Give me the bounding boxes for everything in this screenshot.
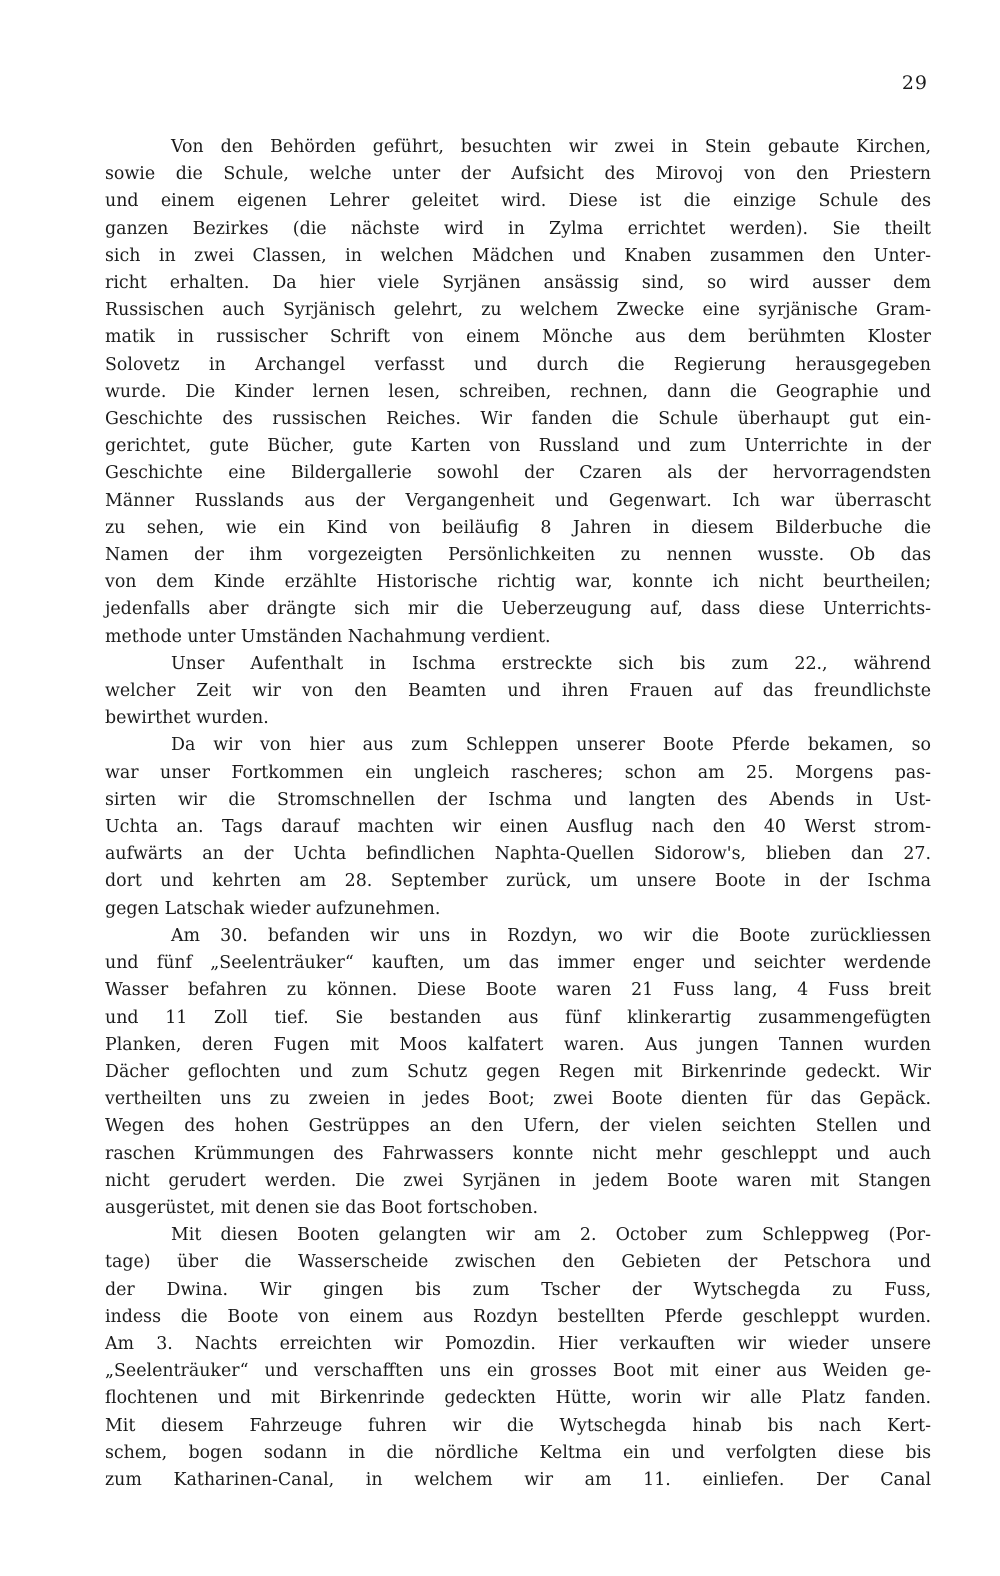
paragraph (105, 1222, 931, 1494)
text-line: Geschichte eine Bildergallerie sowohl der Czaren als der hervorragendsten (105, 463, 931, 484)
paragraph (105, 651, 931, 733)
text-line: der Dwina. Wir gingen bis zum Tscher der Wytschegda zu Fuss, (105, 1279, 931, 1300)
text-line: Männer Russlands aus der Vergangenheit und Gegenwart. Ich war überrascht (105, 490, 931, 511)
text-line: jedenfalls aber drängte sich mir die Ueberzeugung auf, dass diese Unterrichts- (105, 599, 931, 620)
text-line: Wasser befahren zu können. Diese Boote waren 21 Fuss lang, 4 Fuss breit (105, 980, 931, 1001)
text-line: bewirthet wurden. (105, 708, 269, 729)
text-line: tage) über die Wasserscheide zwischen den Gebieten der Petschora und (105, 1252, 931, 1273)
text-line: und fünf „Seelenträuker“ kauften, um das immer enger und seichter werdende (105, 953, 931, 974)
text-line: von dem Kinde erzählte Historische richtig war, konnte ich nicht beurtheilen; (105, 572, 931, 593)
text-line: nicht gerudert werden. Die zwei Syrjänen in jedem Boote waren mit Stangen (105, 1170, 931, 1191)
text-line: vertheilten uns zu zweien in jedes Boot; zwei Boote dienten für das Gepäck. (105, 1089, 931, 1110)
paragraph (105, 134, 931, 651)
text-line: sirten wir die Stromschnellen der Ischma und langten des Abends in Ust- (105, 789, 931, 810)
text-line: und 11 Zoll tief. Sie bestanden aus fünf klinkerartig zusammengefügten (105, 1007, 931, 1028)
paragraph (105, 732, 931, 922)
text-line: ganzen Bezirkes (die nächste wird in Zylma errichtet werden). Sie theilt (105, 218, 931, 239)
paragraph (105, 923, 931, 1222)
text-line: ausgerüstet, mit denen sie das Boot fortschoben. (105, 1197, 539, 1218)
text-line: dort und kehrten am 28. September zurück, um unsere Boote in der Ischma (105, 871, 931, 892)
text-line: richt erhalten. Da hier viele Syrjänen ansässig sind, so wird ausser dem (105, 273, 931, 294)
text-line: gerichtet, gute Bücher, gute Karten von Russland und zum Unterrichte in der (105, 436, 931, 457)
text-line: Namen der ihm vorgezeigten Persönlichkeiten zu nennen wusste. Ob das (105, 545, 931, 566)
text-line: raschen Krümmungen des Fahrwassers konnte nicht mehr geschleppt und auch (105, 1143, 931, 1164)
body-text (105, 134, 931, 1494)
text-line: Mit diesem Fahrzeuge fuhren wir die Wytschegda hinab bis nach Kert- (105, 1415, 931, 1436)
text-line: Uchta an. Tags darauf machten wir einen Ausflug nach den 40 Werst strom- (105, 817, 931, 838)
text-line: Solovetz in Archangel verfasst und durch die Regierung herausgegeben (105, 354, 931, 375)
text-line: welcher Zeit wir von den Beamten und ihren Frauen auf das freundlichste (105, 681, 931, 702)
text-line: sich in zwei Classen, in welchen Mädchen und Knaben zusammen den Unter- (105, 245, 931, 266)
text-line: „Seelenträuker“ und verschafften uns ein grosses Boot mit einer aus Weiden ge- (105, 1361, 931, 1382)
text-line: aufwärts an der Uchta befindlichen Naphta-Quellen Sidorow's, blieben dan 27. (105, 844, 931, 865)
text-line: Wegen des hohen Gestrüppes an den Ufern, der vielen seichten Stellen und (105, 1116, 931, 1137)
text-line: sowie die Schule, welche unter der Aufsicht des Mirovoj von den Priestern (105, 164, 931, 185)
text-line: war unser Fortkommen ein ungleich rascheres; schon am 25. Morgens pas- (105, 762, 931, 783)
text-line: Da wir von hier aus zum Schleppen unserer Boote Pferde bekamen, so (171, 735, 931, 756)
text-line: indess die Boote von einem aus Rozdyn bestellten Pferde geschleppt wurden. (105, 1306, 931, 1327)
text-line: schem, bogen sodann in die nördliche Keltma ein und verfolgten diese bis (105, 1442, 931, 1463)
page-number: 29 (901, 72, 928, 94)
text-line: Unser Aufenthalt in Ischma erstreckte sich bis zum 22., während (171, 653, 931, 674)
text-line: gegen Latschak wieder aufzunehmen. (105, 898, 441, 919)
text-line: Russischen auch Syrjänisch gelehrt, zu welchem Zwecke eine syrjänische Gram- (105, 300, 931, 321)
text-line: Am 30. befanden wir uns in Rozdyn, wo wir die Boote zurückliessen (171, 925, 931, 946)
text-line: Mit diesen Booten gelangten wir am 2. October zum Schleppweg (Por- (171, 1225, 931, 1246)
text-line: und einem eigenen Lehrer geleitet wird. Diese ist die einzige Schule des (105, 191, 931, 212)
text-line: Planken, deren Fugen mit Moos kalfatert waren. Aus jungen Tannen wurden (105, 1034, 931, 1055)
text-line: matik in russischer Schrift von einem Mönche aus dem berühmten Kloster (105, 327, 931, 348)
text-line: wurde. Die Kinder lernen lesen, schreiben, rechnen, dann die Geographie und (105, 381, 931, 402)
text-line: Geschichte des russischen Reiches. Wir fanden die Schule überhaupt gut ein- (105, 409, 931, 430)
text-line: flochtenen und mit Birkenrinde gedeckten Hütte, worin wir alle Platz fanden. (105, 1388, 931, 1409)
text-line: zum Katharinen-Canal, in welchem wir am 11. einliefen. Der Canal (105, 1469, 931, 1490)
text-line: Von den Behörden geführt, besuchten wir zwei in Stein gebaute Kirchen, (171, 137, 931, 157)
text-line: Dächer geflochten und zum Schutz gegen Regen mit Birkenrinde gedeckt. Wir (105, 1061, 931, 1082)
text-line: methode unter Umständen Nachahmung verdient. (105, 626, 551, 647)
text-line: zu sehen, wie ein Kind von beiläufig 8 Jahren in diesem Bilderbuche die (105, 517, 931, 538)
text-line: Am 3. Nachts erreichten wir Pomozdin. Hier verkauften wir wieder unsere (105, 1333, 931, 1354)
